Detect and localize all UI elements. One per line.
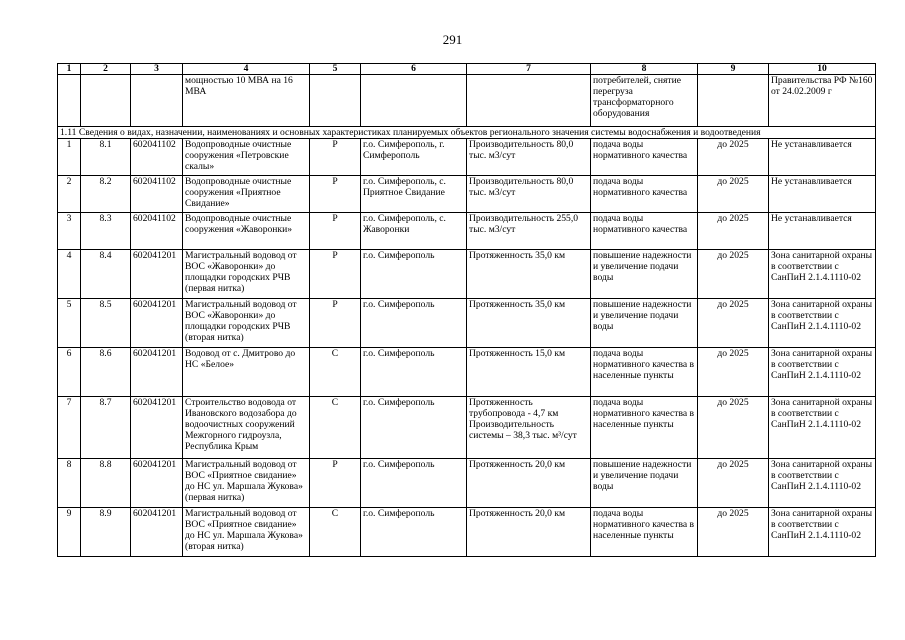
header-row xyxy=(58,64,876,75)
row-location: г.о. Симферополь xyxy=(361,397,467,459)
row-object-name: Магистральный водовод от ВОС «Жаворонки» до площадки городских РЧВ (вторая нитка) xyxy=(183,299,310,348)
row-zone: Зона санитарной охраны в соответствии с СанПиН 2.1.4.1110-02 xyxy=(769,299,876,348)
row-parameters: Протяженность 35,0 км xyxy=(467,299,591,348)
row-object-id: 602041201 xyxy=(131,459,183,508)
row-parameters: Протяженность 20,0 км xyxy=(467,508,591,557)
table-row xyxy=(58,397,876,459)
row-term: до 2025 xyxy=(698,250,769,299)
header-cell: 6 xyxy=(361,64,467,75)
row-location: г.о. Симферополь, г. Симферополь xyxy=(361,139,467,176)
row-code: 8.5 xyxy=(81,299,131,348)
header-cell: 9 xyxy=(698,64,769,75)
row-location: г.о. Симферополь xyxy=(361,250,467,299)
row-purpose: подача воды нормативного качества xyxy=(591,176,698,213)
row-object-name: Магистральный водовод от ВОС «Приятное свидание» до НС ул. Маршала Жукова» (первая нитка) xyxy=(183,459,310,508)
row-code: 8.9 xyxy=(81,508,131,557)
cell: Правительства РФ №160 от 24.02.2009 г xyxy=(769,75,876,127)
row-location: г.о. Симферополь xyxy=(361,299,467,348)
header-cell: 2 xyxy=(81,64,131,75)
row-object-id: 602041201 xyxy=(131,397,183,459)
row-category: С xyxy=(310,508,361,557)
row-purpose: подача воды нормативного качества в населенные пункты xyxy=(591,508,698,557)
row-zone: Не устанавливается xyxy=(769,176,876,213)
row-term: до 2025 xyxy=(698,508,769,557)
cell xyxy=(310,75,361,127)
row-zone: Не устанавливается xyxy=(769,213,876,250)
row-parameters: Производительность 80,0 тыс. м3/сут xyxy=(467,176,591,213)
row-object-id: 602041201 xyxy=(131,508,183,557)
table-row xyxy=(58,348,876,397)
row-object-id: 602041201 xyxy=(131,299,183,348)
row-parameters: Протяженность 20,0 км xyxy=(467,459,591,508)
row-zone: Зона санитарной охраны в соответствии с СанПиН 2.1.4.1110-02 xyxy=(769,250,876,299)
row-number: 3 xyxy=(58,213,81,250)
row-category: Р xyxy=(310,139,361,176)
row-location: г.о. Симферополь, с. Жаворонки xyxy=(361,213,467,250)
table-row xyxy=(58,508,876,557)
row-number: 6 xyxy=(58,348,81,397)
row-term: до 2025 xyxy=(698,397,769,459)
row-code: 8.6 xyxy=(81,348,131,397)
table-row xyxy=(58,176,876,213)
row-category: С xyxy=(310,348,361,397)
header-cell: 1 xyxy=(58,64,81,75)
row-purpose: подача воды нормативного качества xyxy=(591,139,698,176)
row-number: 2 xyxy=(58,176,81,213)
objects-table xyxy=(57,63,876,557)
header-cell: 3 xyxy=(131,64,183,75)
row-purpose: повышение надежности и увеличение подачи воды xyxy=(591,299,698,348)
table-row xyxy=(58,139,876,176)
page-number: 291 xyxy=(442,32,463,47)
row-zone: Зона санитарной охраны в соответствии с СанПиН 2.1.4.1110-02 xyxy=(769,397,876,459)
header-cell: 10 xyxy=(769,64,876,75)
row-code: 8.1 xyxy=(81,139,131,176)
row-object-name: Водовод от с. Дмитрово до НС «Белое» xyxy=(183,348,310,397)
row-term: до 2025 xyxy=(698,176,769,213)
row-object-name: Магистральный водовод от ВОС «Жаворонки» до площадки городских РЧВ (первая нитка) xyxy=(183,250,310,299)
row-term: до 2025 xyxy=(698,213,769,250)
row-category: Р xyxy=(310,176,361,213)
cell: мощностью 10 МВА на 16 МВА xyxy=(183,75,310,127)
row-parameters: Протяженность трубопровода - 4,7 км Производительность системы – 38,3 тыс. м³/сут xyxy=(467,397,591,459)
row-parameters: Производительность 255,0 тыс. м3/сут xyxy=(467,213,591,250)
row-parameters: Протяженность 35,0 км xyxy=(467,250,591,299)
row-code: 8.3 xyxy=(81,213,131,250)
row-code: 8.8 xyxy=(81,459,131,508)
cell xyxy=(467,75,591,127)
row-purpose: повышение надежности и увеличение подачи воды xyxy=(591,459,698,508)
cell xyxy=(361,75,467,127)
section-row xyxy=(58,127,876,139)
header-cell: 5 xyxy=(310,64,361,75)
row-number: 5 xyxy=(58,299,81,348)
header-cell: 7 xyxy=(467,64,591,75)
row-object-id: 602041102 xyxy=(131,176,183,213)
row-location: г.о. Симферополь xyxy=(361,459,467,508)
row-number: 8 xyxy=(58,459,81,508)
row-object-name: Водопроводные очистные сооружения «Петровские скалы» xyxy=(183,139,310,176)
row-number: 1 xyxy=(58,139,81,176)
row-number: 9 xyxy=(58,508,81,557)
table-row xyxy=(58,213,876,250)
cell xyxy=(698,75,769,127)
row-location: г.о. Симферополь, с. Приятное Свидание xyxy=(361,176,467,213)
row-term: до 2025 xyxy=(698,459,769,508)
row-object-name: Водопроводные очистные сооружения «Приятное Свидание» xyxy=(183,176,310,213)
cell xyxy=(58,75,81,127)
row-location: г.о. Симферополь xyxy=(361,348,467,397)
row-object-name: Магистральный водовод от ВОС «Приятное свидание» до НС ул. Маршала Жукова» (вторая нитка) xyxy=(183,508,310,557)
row-category: Р xyxy=(310,213,361,250)
row-parameters: Производительность 80,0 тыс. м3/сут xyxy=(467,139,591,176)
row-zone: Зона санитарной охраны в соответствии с СанПиН 2.1.4.1110-02 xyxy=(769,348,876,397)
cell: потребителей, снятие перегруза трансформаторного оборудования xyxy=(591,75,698,127)
continuation-row xyxy=(58,75,876,127)
row-purpose: повышение надежности и увеличение подачи воды xyxy=(591,250,698,299)
row-code: 8.7 xyxy=(81,397,131,459)
cell xyxy=(131,75,183,127)
row-term: до 2025 xyxy=(698,348,769,397)
row-purpose: подача воды нормативного качества xyxy=(591,213,698,250)
row-purpose: подача воды нормативного качества в населенные пункты xyxy=(591,397,698,459)
row-purpose: подача воды нормативного качества в населенные пункты xyxy=(591,348,698,397)
section-title: 1.11 Сведения о видах, назначении, наименованиях и основных характеристиках планируемых объектов регионального значения системы водоснабжения и водоотведения xyxy=(58,127,876,139)
row-category: Р xyxy=(310,299,361,348)
row-object-name: Строительство водовода от Ивановского водозабора до водоочистных сооружений Межгорного гидроузла, Республика Крым xyxy=(183,397,310,459)
row-object-id: 602041201 xyxy=(131,348,183,397)
row-code: 8.2 xyxy=(81,176,131,213)
table-row xyxy=(58,250,876,299)
row-term: до 2025 xyxy=(698,299,769,348)
row-category: С xyxy=(310,397,361,459)
row-category: Р xyxy=(310,250,361,299)
row-object-id: 602041102 xyxy=(131,139,183,176)
row-zone: Зона санитарной охраны в соответствии с СанПиН 2.1.4.1110-02 xyxy=(769,459,876,508)
row-category: Р xyxy=(310,459,361,508)
row-location: г.о. Симферополь xyxy=(361,508,467,557)
row-number: 4 xyxy=(58,250,81,299)
row-object-name: Водопроводные очистные сооружения «Жаворонки» xyxy=(183,213,310,250)
row-number: 7 xyxy=(58,397,81,459)
cell xyxy=(81,75,131,127)
row-parameters: Протяженность 15,0 км xyxy=(467,348,591,397)
row-zone: Не устанавливается xyxy=(769,139,876,176)
row-object-id: 602041201 xyxy=(131,250,183,299)
row-object-id: 602041102 xyxy=(131,213,183,250)
table-row xyxy=(58,459,876,508)
row-term: до 2025 xyxy=(698,139,769,176)
row-zone: Зона санитарной охраны в соответствии с СанПиН 2.1.4.1110-02 xyxy=(769,508,876,557)
header-cell: 4 xyxy=(183,64,310,75)
row-code: 8.4 xyxy=(81,250,131,299)
table-row xyxy=(58,299,876,348)
header-cell: 8 xyxy=(591,64,698,75)
